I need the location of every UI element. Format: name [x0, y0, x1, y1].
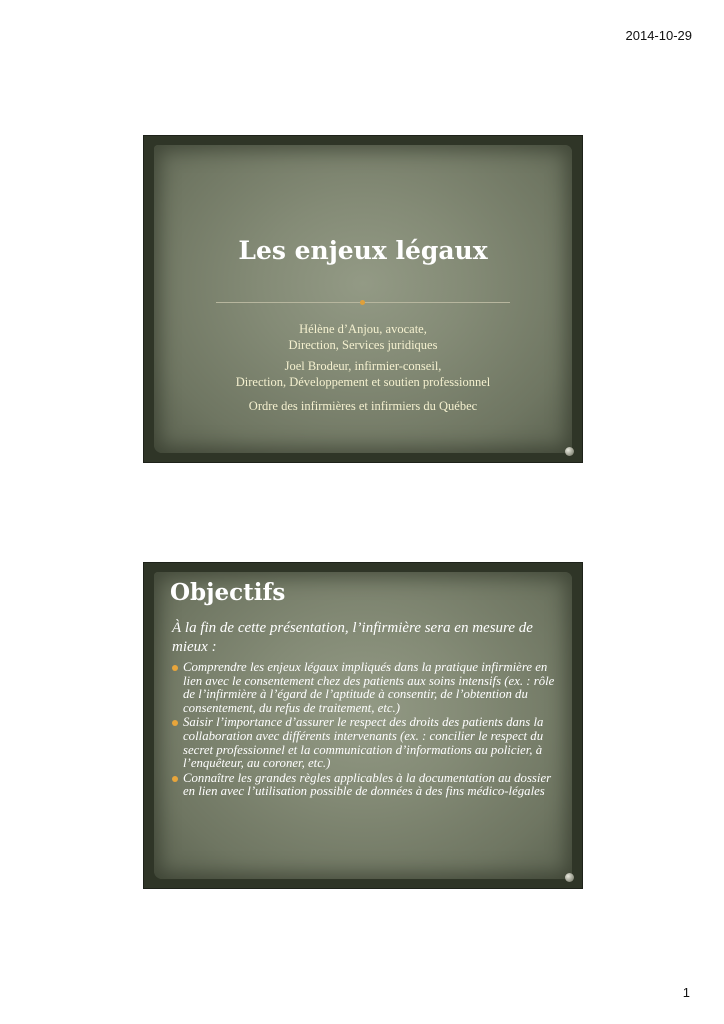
objectives-intro: À la fin de cette présentation, l’infirmière sera en mesure de mieux : — [172, 620, 533, 655]
corner-knob-icon — [565, 447, 574, 456]
objectives-list — [172, 661, 564, 800]
corner-knob-icon — [565, 873, 574, 882]
slide-heading: Objectifs — [170, 579, 286, 606]
page-number: 1 — [682, 985, 690, 1000]
list-item-text: Comprendre les enjeux légaux impliqués dans la pratique infirmière en lien avec le consentement chez des patients aux soins intensifs (ex. : rôle de l’infirmière à l’égard de l’aptitude à consentir, de l’obtention du consentement, du refus de traitement, etc.) — [183, 660, 555, 715]
bullet-icon — [172, 776, 178, 782]
list-item — [172, 716, 564, 770]
slide-title: Les enjeux légaux — [238, 236, 488, 265]
bullet-icon — [172, 720, 178, 726]
author-2-name: Joel Brodeur, infirmier-conseil, — [284, 359, 442, 373]
organization: Ordre des infirmières et infirmiers du Québec — [248, 399, 478, 413]
slide-objectives — [143, 562, 583, 889]
page-date: 2014-10-29 — [625, 28, 692, 43]
bullet-icon — [172, 665, 178, 671]
subtitle-block — [144, 321, 582, 414]
slide-title-page — [143, 135, 583, 463]
list-item — [172, 661, 564, 715]
list-item-text: Saisir l’importance d’assurer le respect des droits des patients dans la collaboration avec différents intervenants (ex. : concilier le respect du secret professionnel et la communication d’informations au policier, à l’enquêteur, au coroner, etc.) — [183, 715, 544, 771]
list-item — [172, 772, 564, 799]
author-1-department: Direction, Services juridiques — [288, 338, 438, 352]
author-2-department: Direction, Développement et soutien professionnel — [235, 375, 491, 389]
list-item-text: Connaître les grandes règles applicables à la documentation au dossier en lien avec l’utilisation possible de données à des fins médico-légales — [183, 770, 552, 799]
divider-ornament — [360, 300, 365, 305]
author-1-name: Hélène d’Anjou, avocate, — [299, 322, 427, 336]
